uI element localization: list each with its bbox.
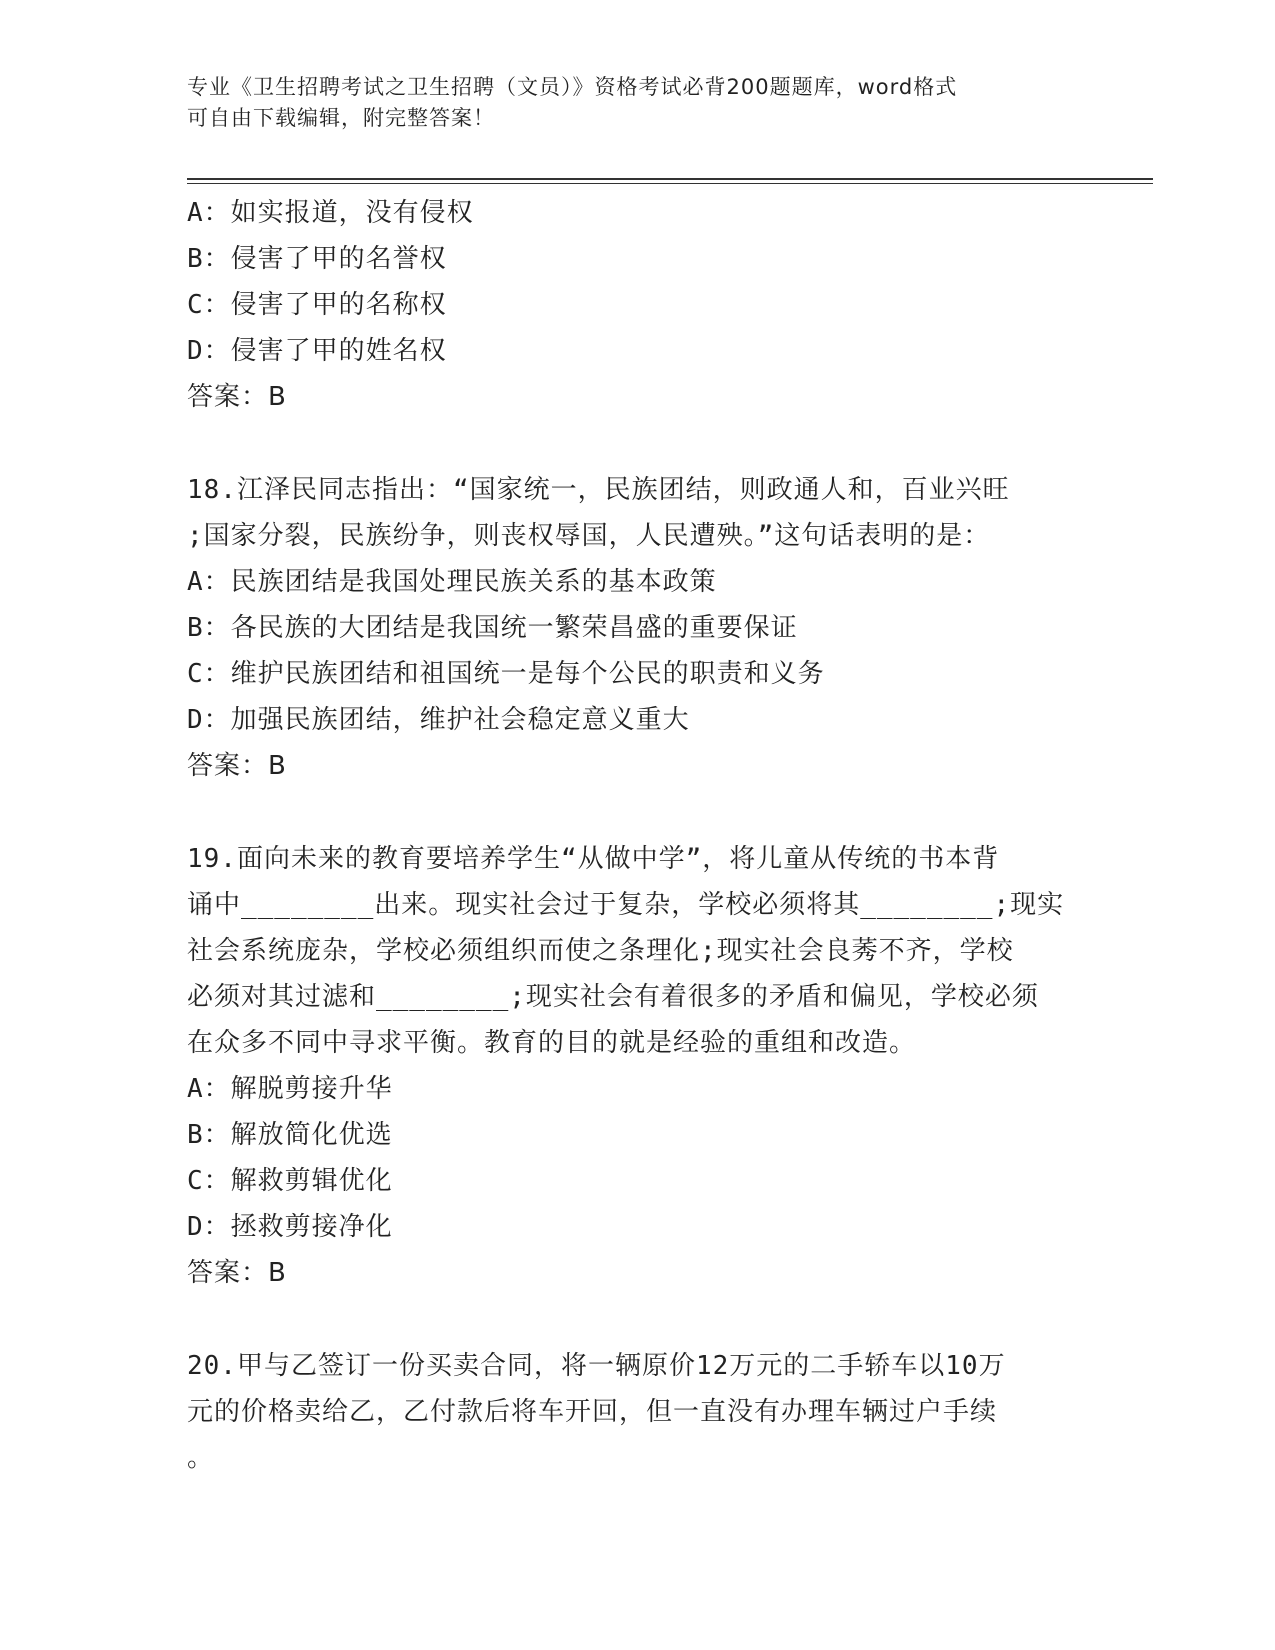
question-list [187, 190, 1087, 1481]
question-stem-line: 在众多不同中寻求平衡。教育的目的就是经验的重组和改造。 [187, 1028, 917, 1058]
header-line-2: 可自由下载编辑，附完整答案！ [187, 106, 495, 130]
question-stem-line: 诵中________出来。现实社会过于复杂，学校必须将其________;现实 [187, 890, 1065, 920]
option-c: C：解救剪辑优化 [187, 1166, 393, 1196]
question-stem-line: 20.甲与乙签订一份买卖合同，将一辆原价12万元的二手轿车以10万 [187, 1351, 1006, 1381]
option-a: A：如实报道，没有侵权 [187, 198, 474, 228]
question-stem-line: 必须对其过滤和________;现实社会有着很多的矛盾和偏见，学校必须 [187, 982, 1039, 1012]
answer: 答案：B [187, 1258, 287, 1288]
question-stem-line: 元的价格卖给乙，乙付款后将车开回，但一直没有办理车辆过户手续 [187, 1397, 998, 1427]
header-divider-thin [187, 183, 1153, 184]
option-d: D：加强民族团结，维护社会稳定意义重大 [187, 705, 690, 735]
question-stem-line: 。 [187, 1443, 215, 1473]
option-b: B：解放简化优选 [187, 1120, 393, 1150]
question-stem-line: ;国家分裂，民族纷争，则丧权辱国，人民遭殃。”这句话表明的是： [187, 521, 991, 551]
option-d: D：侵害了甲的姓名权 [187, 336, 447, 366]
option-a: A：解脱剪接升华 [187, 1074, 393, 1104]
question-stem-line: 社会系统庞杂，学校必须组织而使之条理化;现实社会良莠不齐，学校 [187, 936, 1014, 966]
option-b: B：各民族的大团结是我国统一繁荣昌盛的重要保证 [187, 613, 798, 643]
question-19 [187, 836, 1087, 1296]
question-18 [187, 467, 1087, 789]
question-17 [187, 190, 1087, 420]
option-a: A：民族团结是我国处理民族关系的基本政策 [187, 567, 717, 597]
option-b: B：侵害了甲的名誉权 [187, 244, 447, 274]
option-c: C：维护民族团结和祖国统一是每个公民的职责和义务 [187, 659, 825, 689]
option-c: C：侵害了甲的名称权 [187, 290, 447, 320]
page-header [187, 72, 1087, 134]
question-stem-line: 19.面向未来的教育要培养学生“从做中学”，将儿童从传统的书本背 [187, 844, 1000, 874]
answer: 答案：B [187, 382, 287, 412]
header-divider [187, 178, 1153, 180]
answer: 答案：B [187, 751, 287, 781]
header-line-1: 专业《卫生招聘考试之卫生招聘（文员）》资格考试必背200题题库，word格式 [187, 75, 958, 99]
option-d: D：拯救剪接净化 [187, 1212, 393, 1242]
question-20 [187, 1343, 1087, 1481]
question-stem-line: 18.江泽民同志指出：“国家统一，民族团结，则政通人和，百业兴旺 [187, 475, 1010, 505]
